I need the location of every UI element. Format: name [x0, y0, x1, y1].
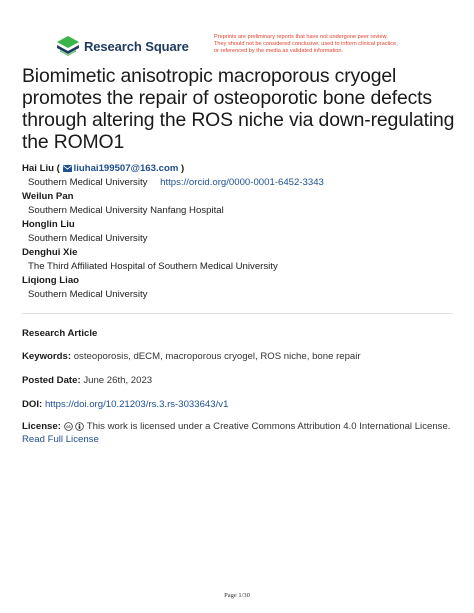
- license-text: This work is licensed under a Creative Commons Attribution 4.0 International License.: [86, 421, 451, 432]
- author-entry: [22, 246, 462, 274]
- notice-line: They should not be considered conclusive, used to inform clinical practice,: [214, 41, 398, 48]
- author-affiliation: The Third Affiliated Hospital of Southern Medical University: [28, 261, 278, 272]
- close-paren: ): [181, 163, 185, 174]
- author-entry: [22, 162, 462, 190]
- svg-text:cc: cc: [65, 423, 71, 429]
- author-name: Liqiong Liao: [22, 275, 80, 286]
- logo-text: Research Square: [84, 38, 189, 54]
- title-line: Biomimetic anisotropic macroporous cryogel: [22, 65, 397, 87]
- email-text: liuhai199507@163.com: [73, 163, 179, 174]
- attribution-icon: [75, 422, 84, 431]
- page-header: [57, 34, 454, 62]
- author-email-link[interactable]: [63, 163, 179, 174]
- page-number: Page 1/30: [224, 592, 250, 599]
- title-line: promotes the repair of osteoporotic bone defects: [22, 87, 432, 109]
- author-list: [22, 162, 462, 302]
- author-affiliation: Southern Medical University: [28, 233, 148, 244]
- author-entry: [22, 218, 462, 246]
- author-name: Denghui Xie: [22, 247, 78, 258]
- keywords-value: osteoporosis, dECM, macroporous cryogel, ROS niche, bone repair: [73, 351, 361, 362]
- doi-link[interactable]: https://doi.org/10.21203/rs.3.rs-3033643/v1: [44, 399, 229, 410]
- author-name: Weilun Pan: [22, 191, 74, 202]
- posted-date-row: [22, 374, 462, 387]
- license-row: [22, 420, 462, 446]
- title-line: the ROMO1: [22, 131, 125, 153]
- posted-date-value: June 26th, 2023: [83, 375, 153, 386]
- author-entry: [22, 274, 462, 302]
- author-affiliation: Southern Medical University Nanfang Hospital: [28, 205, 224, 216]
- notice-line: Preprints are preliminary reports that have not undergone peer review.: [214, 34, 388, 40]
- posted-date-label: Posted Date:: [22, 375, 81, 386]
- envelope-icon: [63, 165, 72, 172]
- author-entry: [22, 190, 462, 218]
- read-full-license-link[interactable]: Read Full License: [22, 434, 99, 445]
- author-name: Hai Liu: [22, 163, 54, 174]
- preprint-notice: [214, 34, 434, 56]
- paper-title: [22, 65, 462, 153]
- doi-label: DOI:: [22, 399, 43, 410]
- title-line: through altering the ROS niche via down-regulating: [22, 109, 455, 131]
- notice-line: or referenced by the media as validated information.: [214, 48, 344, 55]
- research-square-logo-icon: [57, 36, 79, 56]
- doi-row: [22, 398, 462, 411]
- section-divider: [22, 313, 453, 314]
- author-name: Honglin Liu: [22, 219, 75, 230]
- author-affiliation: Southern Medical University: [28, 289, 148, 300]
- orcid-link[interactable]: https://orcid.org/0000-0001-6452-3343: [160, 177, 324, 188]
- open-paren: (: [56, 163, 60, 174]
- author-affiliation: Southern Medical University: [28, 177, 148, 188]
- article-type: Research Article: [22, 328, 98, 339]
- creative-commons-icon: [64, 422, 73, 431]
- keywords-label: Keywords:: [22, 351, 72, 362]
- license-label: License:: [22, 421, 61, 432]
- research-square-logo[interactable]: [57, 36, 189, 56]
- keywords-row: [22, 350, 462, 363]
